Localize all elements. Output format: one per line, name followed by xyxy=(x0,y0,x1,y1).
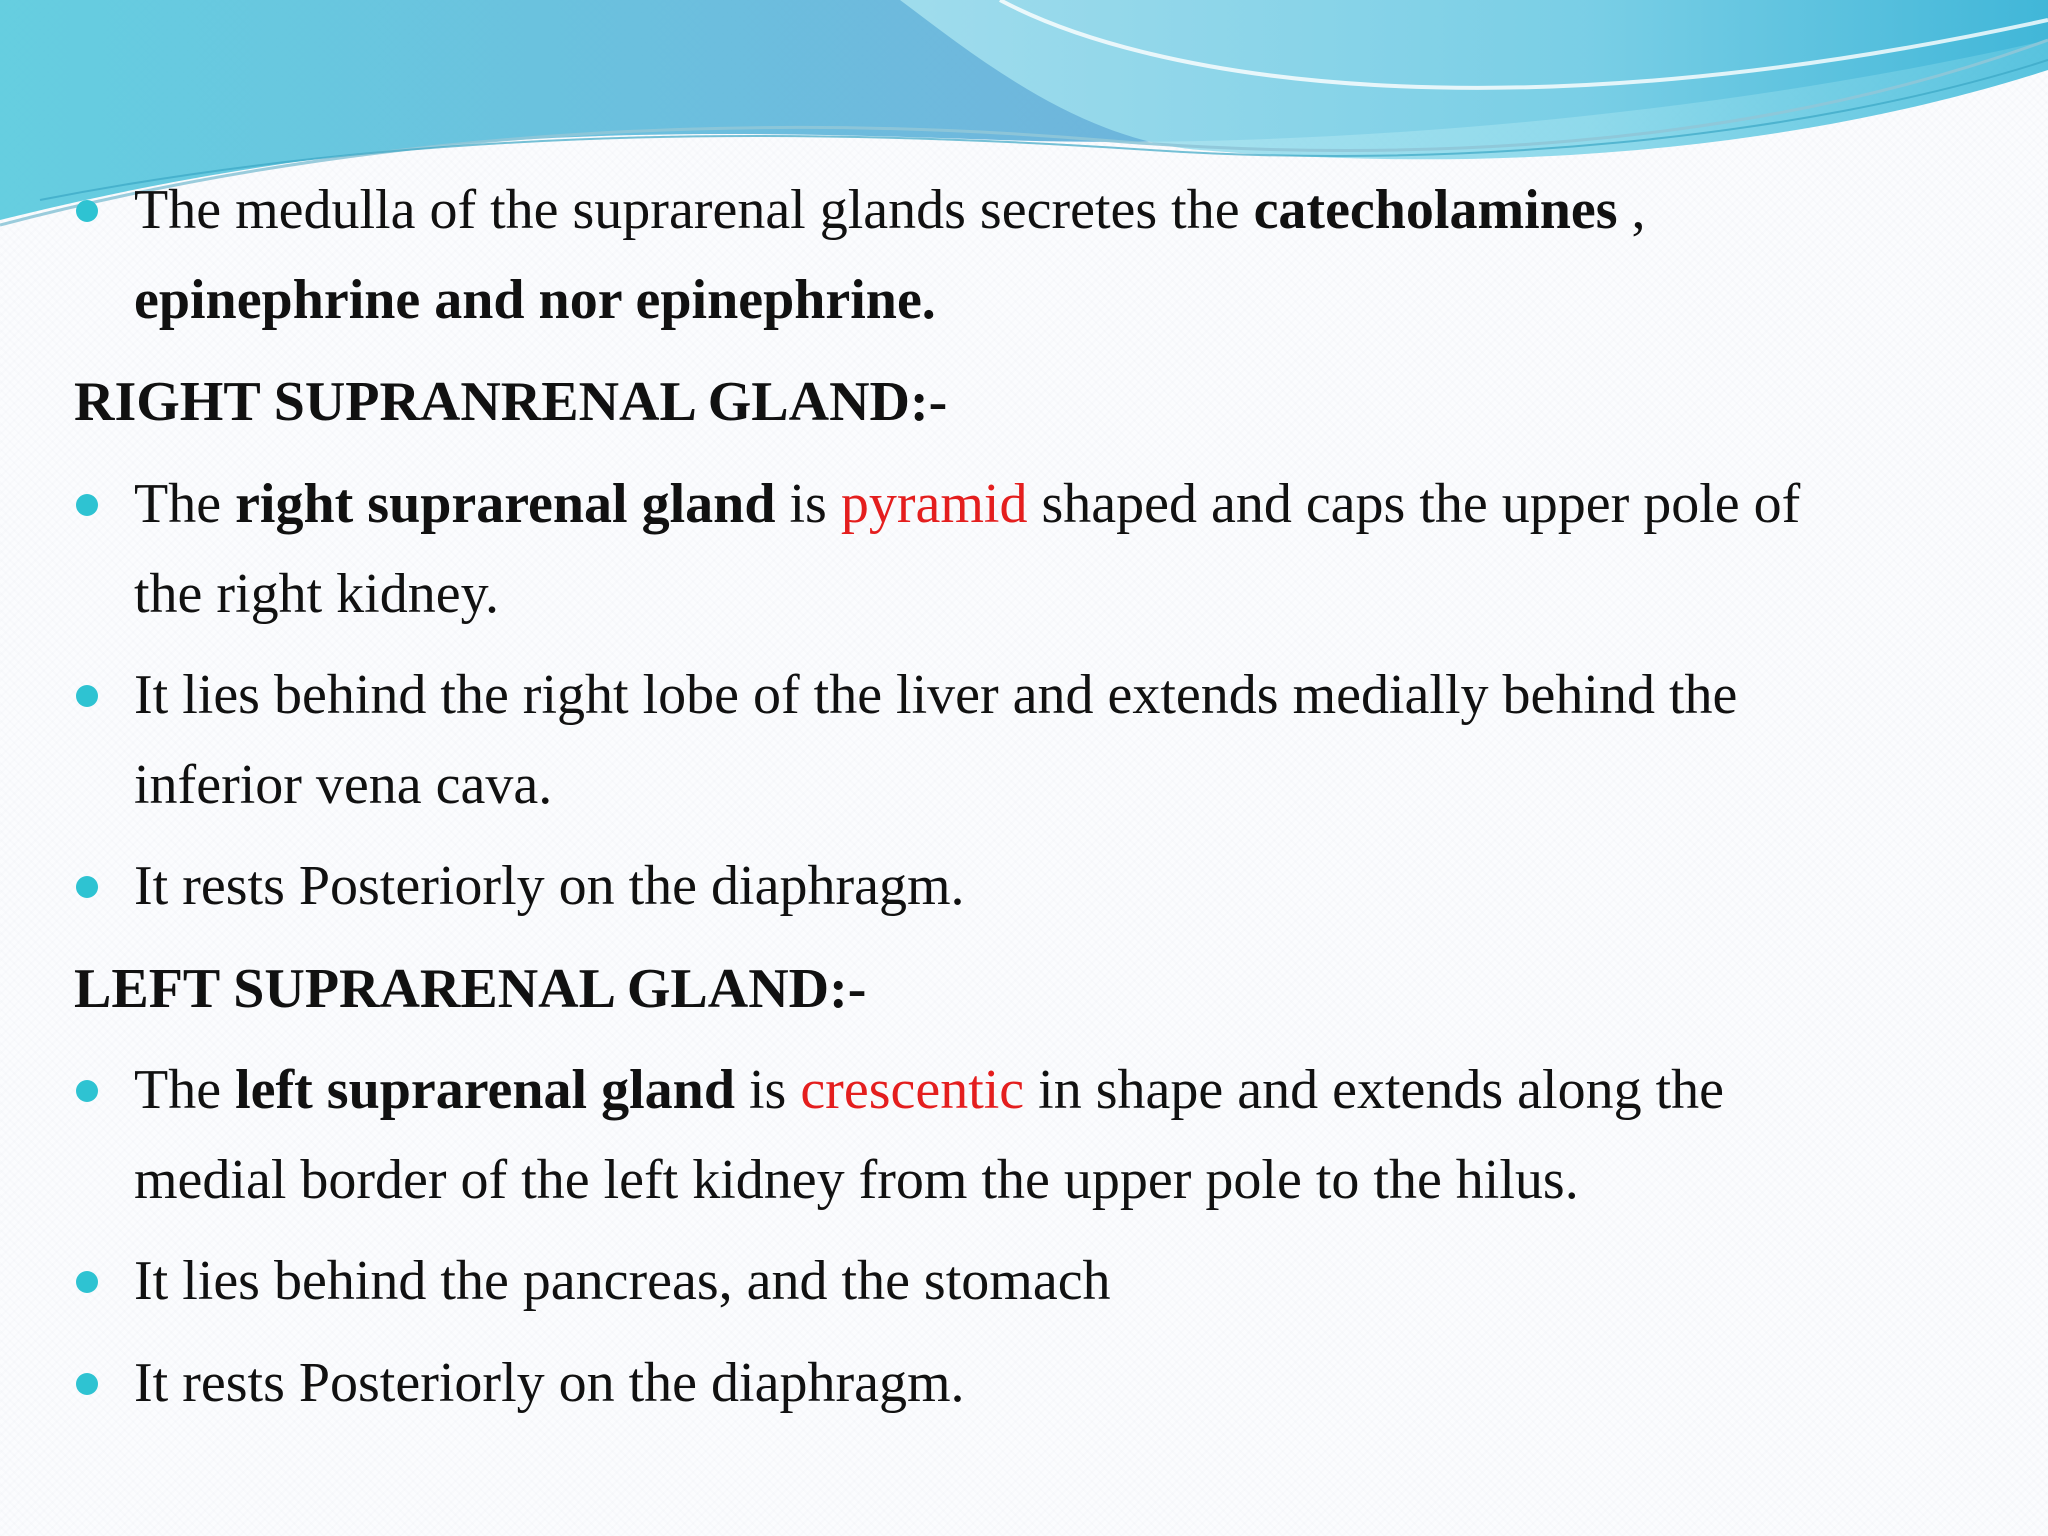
bullet-dot xyxy=(76,876,98,898)
left-gland-heading: LEFT SUPRARENAL GLAND:- xyxy=(74,958,867,1020)
bullet-dot xyxy=(76,494,98,516)
left-bullet-1-line-2: medial border of the left kidney from the upper pole to the hilus. xyxy=(134,1149,1579,1211)
right-bullet-1-line-2: the right kidney. xyxy=(134,563,499,625)
right-b1-text-1: The xyxy=(134,473,236,535)
intro-text-1: The medulla of the suprarenal glands secretes the xyxy=(134,179,1254,241)
left-b1-shape-highlight: crescentic xyxy=(800,1059,1025,1121)
right-b1-gland-name: right suprarenal gland xyxy=(235,473,776,535)
right-bullet-1-line-1 xyxy=(134,459,1800,549)
left-bullet-2: It lies behind the pancreas, and the stomach xyxy=(134,1250,1111,1312)
right-bullet-2-line-1: It lies behind the right lobe of the liver and extends medially behind the xyxy=(134,664,1738,726)
left-b1-gland-name: left suprarenal gland xyxy=(235,1059,735,1121)
right-gland-heading: RIGHT SUPRANRENAL GLAND:- xyxy=(74,371,948,433)
left-b1-text-5: in shape and extends along the xyxy=(1024,1059,1724,1121)
intro-bullet-line-2: epinephrine and nor epinephrine. xyxy=(134,269,936,331)
left-b1-text-3: is xyxy=(734,1059,801,1121)
bullet-dot xyxy=(76,1271,98,1293)
right-b1-shape-highlight: pyramid xyxy=(840,473,1028,535)
left-bullet-1-line-1 xyxy=(134,1045,1724,1135)
bullet-dot xyxy=(76,1373,98,1395)
right-bullet-2-line-2: inferior vena cava. xyxy=(134,754,553,816)
bullet-dot xyxy=(76,200,98,222)
right-bullet-3: It rests Posteriorly on the diaphragm. xyxy=(134,855,965,917)
bullet-dot xyxy=(76,685,98,707)
right-b1-text-5: shaped and caps the upper pole of xyxy=(1027,473,1801,535)
left-bullet-3: It rests Posteriorly on the diaphragm. xyxy=(134,1352,965,1414)
intro-text-3: , xyxy=(1617,179,1646,241)
left-b1-text-1: The xyxy=(134,1059,236,1121)
intro-bullet-line-1 xyxy=(134,165,1645,255)
right-b1-text-3: is xyxy=(775,473,841,535)
bullet-dot xyxy=(76,1080,98,1102)
intro-text-catecholamines: catecholamines xyxy=(1253,179,1618,241)
